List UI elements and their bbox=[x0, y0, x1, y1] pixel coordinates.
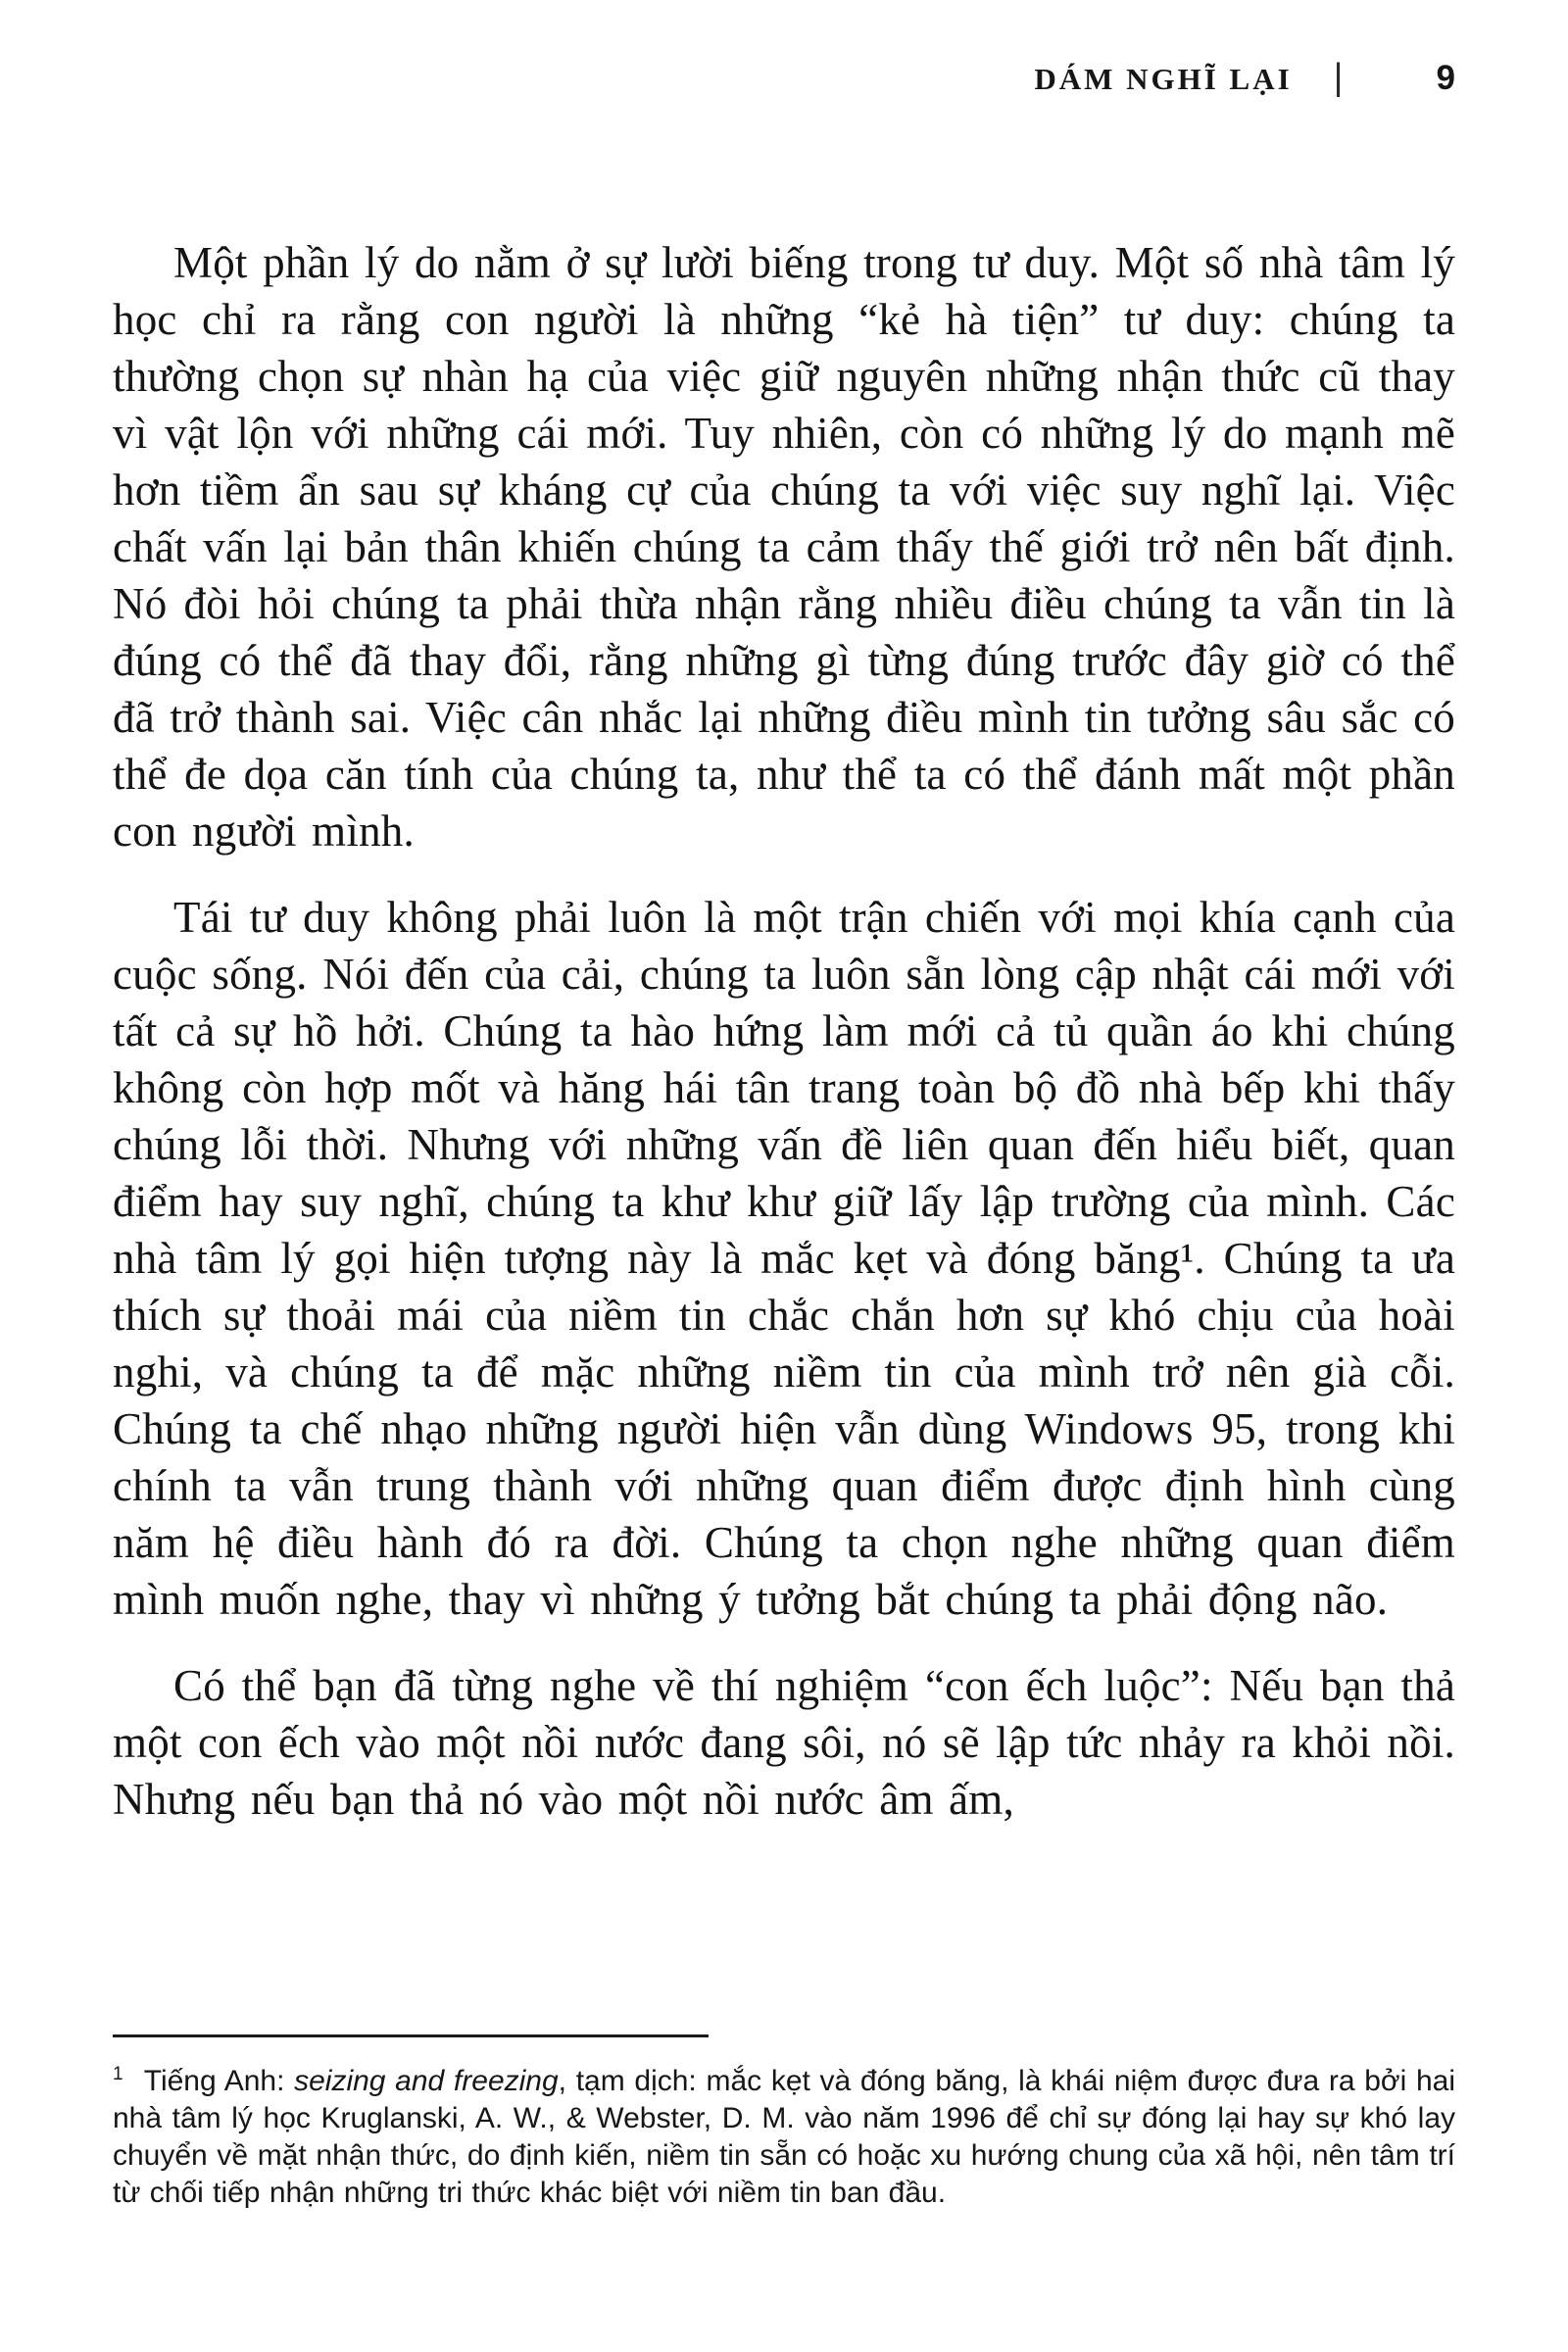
paragraph-2: Tái tư duy không phải luôn là một trận chiến với mọi khía cạnh của cuộc sống. Nói đến của cải, chúng ta luôn sẵn lòng cập nhật cái mới với tất cả sự hồ hởi. Chúng ta hào hứng làm mới cả tủ quần áo khi chúng không còn hợp mốt và hăng hái tân trang toàn bộ đồ nhà bếp khi thấy chúng lỗi thời. Nhưng với những vấn đề liên quan đến hiểu biết, quan điểm hay suy nghĩ, chúng ta khư khư giữ lấy lập trường của mình. Các nhà tâm lý gọi hiện tượng này là mắc kẹt và đóng băng¹. Chúng ta ưa thích sự thoải mái của niềm tin chắc chắn hơn sự khó chịu của hoài nghi, và chúng ta để mặc những niềm tin của mình trở nên già cỗi. Chúng ta chế nhạo những người hiện vẫn dùng Windows 95, trong khi chính ta vẫn trung thành với những quan điểm được định hình cùng năm hệ điều hành đó ra đời. Chúng ta chọn nghe những quan điểm mình muốn nghe, thay vì những ý tưởng bắt chúng ta phải động não. bbox=[113, 893, 1455, 1624]
footnote-divider bbox=[113, 2034, 709, 2037]
page-header bbox=[113, 57, 1455, 99]
footnote-area bbox=[113, 2034, 1455, 2212]
page-number: 9 bbox=[1436, 59, 1455, 97]
header-divider: | bbox=[1333, 57, 1344, 98]
body-text bbox=[113, 234, 1455, 1828]
footnote-text-after-italic: , tạm dịch: mắc kẹt và đóng băng, là khái niệm được đưa ra bởi hai nhà tâm lý học Kruglanski, A. W., & Webster, D. M. vào năm 1996 để chỉ sự đóng lại hay sự khó lay chuyển về mặt nhận thức, do định kiến, niềm tin sẵn có hoặc xu hướng chung của xã hội, nên tâm trí từ chối tiếp nhận những tri thức khác biệt với niềm tin ban đầu. bbox=[113, 2065, 1456, 2209]
running-head-title: DÁM NGHĨ LẠI bbox=[1034, 62, 1293, 96]
paragraph-3: Có thể bạn đã từng nghe về thí nghiệm “con ếch luộc”: Nếu bạn thả một con ếch vào một nồi nước đang sôi, nó sẽ lập tức nhảy ra khỏi nồi. Nhưng nếu bạn thả nó vào một nồi nước âm ấm, bbox=[113, 1661, 1455, 1824]
footnote-italic-term: seizing and freezing bbox=[294, 2065, 559, 2097]
footnote-text-before-italic: Tiếng Anh: bbox=[134, 2065, 295, 2097]
footnote bbox=[113, 2063, 1455, 2212]
paragraph-1: Một phần lý do nằm ở sự lười biếng trong tư duy. Một số nhà tâm lý học chỉ ra rằng con người là những “kẻ hà tiện” tư duy: chúng ta thường chọn sự nhàn hạ của việc giữ nguyên những nhận thức cũ thay vì vật lộn với những cái mới. Tuy nhiên, còn có những lý do mạnh mẽ hơn tiềm ẩn sau sự kháng cự của chúng ta với việc suy nghĩ lại. Việc chất vấn lại bản thân khiến chúng ta cảm thấy thế giới trở nên bất định. Nó đòi hỏi chúng ta phải thừa nhận rằng nhiều điều chúng ta vẫn tin là đúng có thể đã thay đổi, rằng những gì từng đúng trước đây giờ có thể đã trở thành sai. Việc cân nhắc lại những điều mình tin tưởng sâu sắc có thể đe dọa căn tính của chúng ta, như thể ta có thể đánh mất một phần con người mình. bbox=[113, 238, 1455, 856]
footnote-marker: 1 bbox=[113, 2064, 123, 2084]
